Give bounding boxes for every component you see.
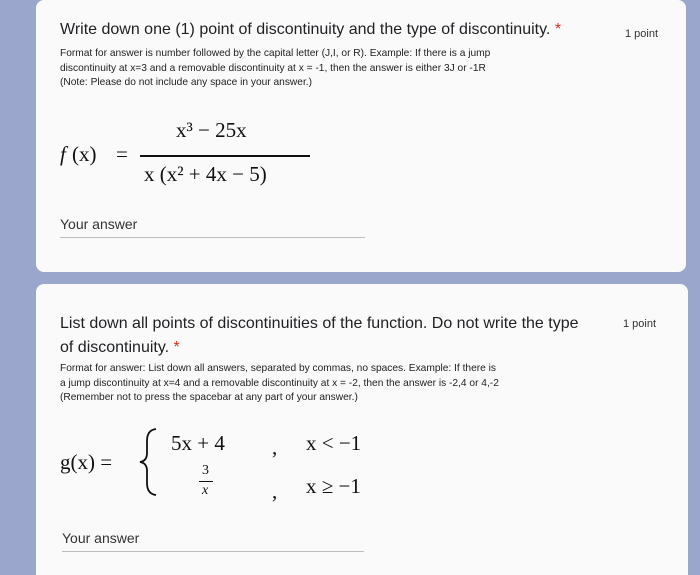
question-title-text: of discontinuity. xyxy=(60,339,170,356)
question-title-line-2 xyxy=(60,336,620,360)
description-line: (Note: Please do not include any space in your answer.) xyxy=(60,77,313,88)
description-line: discontinuity at x=3 and a removable discontinuity at x = -1, then the answer is either 3J or -1R xyxy=(60,62,486,74)
case-2-fraction-bar xyxy=(199,481,213,482)
question-description xyxy=(60,362,499,406)
question-title-text: Write down one (1) point of discontinuity and the type of discontinuity. xyxy=(60,21,551,38)
question-title xyxy=(60,312,620,360)
case-1-separator: , xyxy=(272,435,278,459)
question-card-2 xyxy=(36,284,688,575)
fraction-numerator: x³ − 25x xyxy=(176,118,247,142)
case-2-numerator: 3 xyxy=(202,463,209,478)
case-1-condition: x < −1 xyxy=(306,431,362,455)
answer-input[interactable] xyxy=(62,551,364,552)
question-description xyxy=(60,47,490,91)
required-asterisk: * xyxy=(554,21,562,38)
question-card-1 xyxy=(36,0,686,272)
fraction-denominator: x (x² + 4x − 5) xyxy=(144,162,267,186)
answer-label: Your answer xyxy=(60,216,138,232)
case-2-denominator: x xyxy=(202,483,209,498)
function-argument: (x) xyxy=(72,142,97,166)
required-asterisk: * xyxy=(173,339,180,356)
function-name: f xyxy=(60,142,66,166)
description-line: a jump discontinuity at x=4 and a removable discontinuity at x = -2, then the answer is -2,4 or 4,-2 xyxy=(60,377,499,389)
question-title-text: List down all points of discontinuities of the function. Do not write the type xyxy=(60,315,579,332)
case-1-expression: 5x + 4 xyxy=(171,431,225,455)
answer-input[interactable] xyxy=(60,237,365,238)
points-label: 1 point xyxy=(623,318,657,330)
description-line: Format for answer: List down all answers, separated by commas, no spaces. Example: If there is xyxy=(60,363,496,374)
case-2-separator: , xyxy=(272,479,278,503)
answer-label: Your answer xyxy=(62,530,140,546)
equals-sign: = xyxy=(116,142,128,166)
points-label: 1 point xyxy=(625,28,659,40)
left-brace xyxy=(136,427,162,497)
question-title xyxy=(60,18,561,42)
description-line: Format for answer is number followed by the capital letter (J,I, or R). Example: If there is a jump xyxy=(60,48,491,59)
case-2-condition: x ≥ −1 xyxy=(306,474,361,498)
description-line: (Remember not to press the spacebar at any part of your answer.) xyxy=(60,392,358,403)
function-lhs: g(x) = xyxy=(60,450,113,474)
fraction-bar xyxy=(140,155,310,157)
